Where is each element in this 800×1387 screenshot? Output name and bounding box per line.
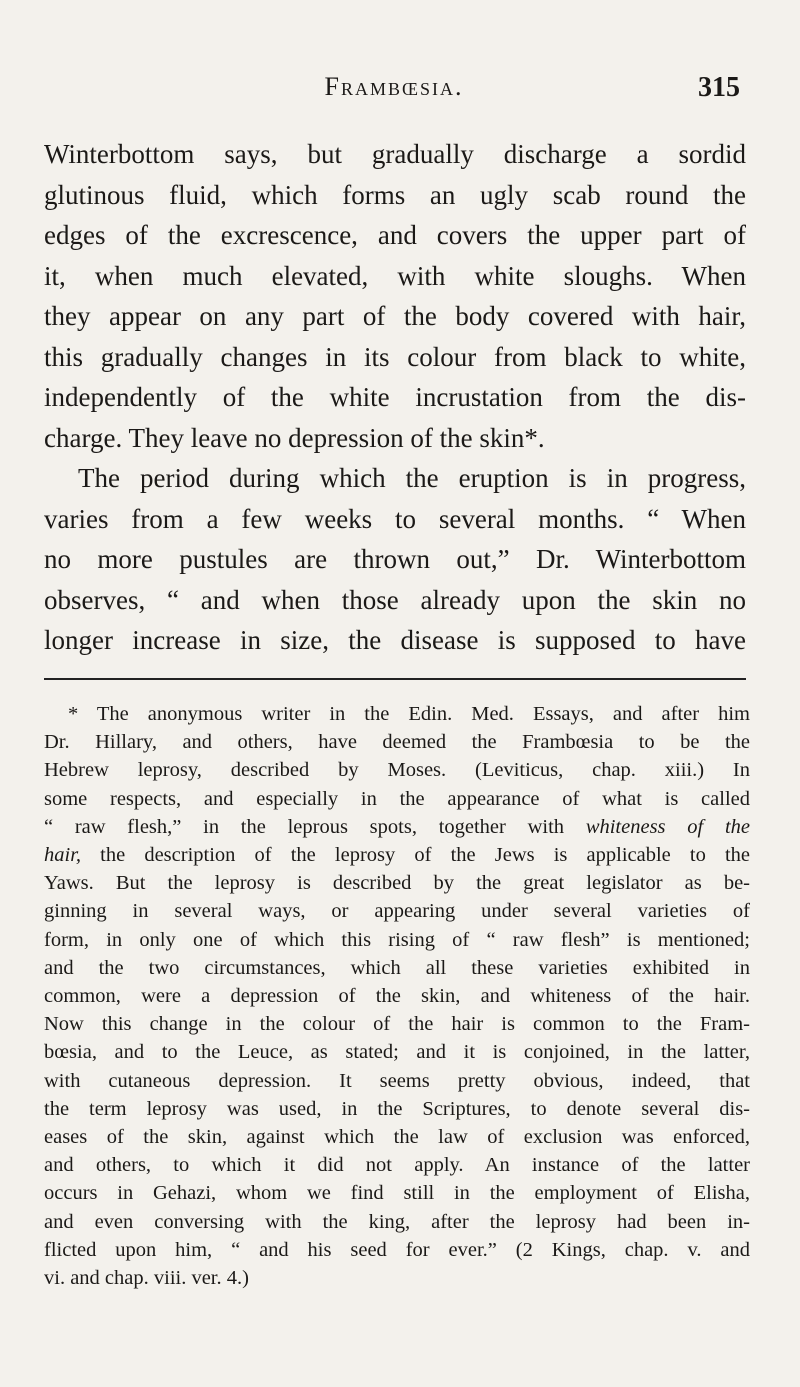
footnote-line: with cutaneous depression. It seems pretty obvious, indeed, that [44,1069,750,1092]
body-line: varies from a few weeks to several months. “ When [44,503,746,534]
footnote-line: common, were a depression of the skin, and whiteness of the hair. [44,985,750,1008]
footnote-line-text: “ raw flesh,” in the leprous spots, together with [44,815,565,838]
footnote-line: and even conversing with the king, after the leprosy had been in- [44,1210,750,1233]
footnote-line: Dr. Hillary, and others, have deemed the Frambœsia to be the [44,731,750,754]
footnote-line: Now this change in the colour of the hair is common to the Fram- [44,1013,750,1036]
footnote-line: the term leprosy was used, in the Scriptures, to denote several dis- [44,1097,750,1120]
page-header [44,72,744,112]
footnote-line: occurs in Gehazi, whom we find still in the employment of Elisha, [44,1182,750,1205]
footnote-line: Yaws. But the leprosy is described by the great legislator as be- [44,872,750,895]
body-line: charge. They leave no depression of the skin*. [44,422,545,453]
footnote-line: flicted upon him, “ and his seed for ever.” (2 Kings, chap. v. and [44,1238,750,1261]
body-line: this gradually changes in its colour from black to white, [44,341,746,372]
footnote-line: and the two circumstances, which all these varieties exhibited in [44,956,750,979]
footnote-italic-text: whiteness of the [585,815,751,838]
footnote-line [44,841,750,869]
footnote-line: and others, to which it did not apply. An instance of the latter [44,1154,750,1177]
body-line: Winterbottom says, but gradually discharge a sordid [44,139,746,169]
footnote-italic-text: hair, [44,844,82,867]
footnote-rule [44,678,746,680]
footnote-line: Hebrew leprosy, described by Moses. (Leviticus, chap. xiii.) In [44,759,750,782]
footnote-line [44,813,750,841]
body-line: no more pustules are thrown out,” Dr. Winterbottom [44,544,746,574]
page-number: 315 [698,72,740,103]
footnote-line: vi. and chap. viii. ver. 4.) [44,1267,249,1290]
footnote-line: eases of the skin, against which the law of exclusion was enforced, [44,1126,750,1149]
body-line: glutinous fluid, which forms an ugly scab round the [44,179,746,210]
body-line: edges of the excrescence, and covers the upper part of [44,220,746,250]
body-line: The period during which the eruption is in progress, [78,463,746,493]
body-line: it, when much elevated, with white sloughs. When [44,260,746,291]
running-title: Frambœsia. [324,72,464,101]
body-line: independently of the white incrustation from the dis- [44,382,746,412]
body-line: longer increase in size, the disease is supposed to have [44,625,746,655]
body-line: they appear on any part of the body covered with hair, [44,301,746,331]
footnote-line: some respects, and especially in the appearance of what is called [44,787,750,810]
footnote-line: bœsia, and to the Leuce, as stated; and it is conjoined, in the latter, [44,1041,750,1064]
main-text [44,134,746,661]
body-line: observes, “ and when those already upon the skin no [44,584,746,615]
footnote-line-text: the description of the leprosy of the Jews is applicable to the [81,844,750,867]
footnote-line: form, in only one of which this rising of “ raw flesh” is mentioned; [44,928,750,951]
footnote-line: ginning in several ways, or appearing under several varieties of [44,900,750,923]
footnote [44,700,750,1292]
footnote-line: * The anonymous writer in the Edin. Med. Essays, and after him [68,703,750,725]
